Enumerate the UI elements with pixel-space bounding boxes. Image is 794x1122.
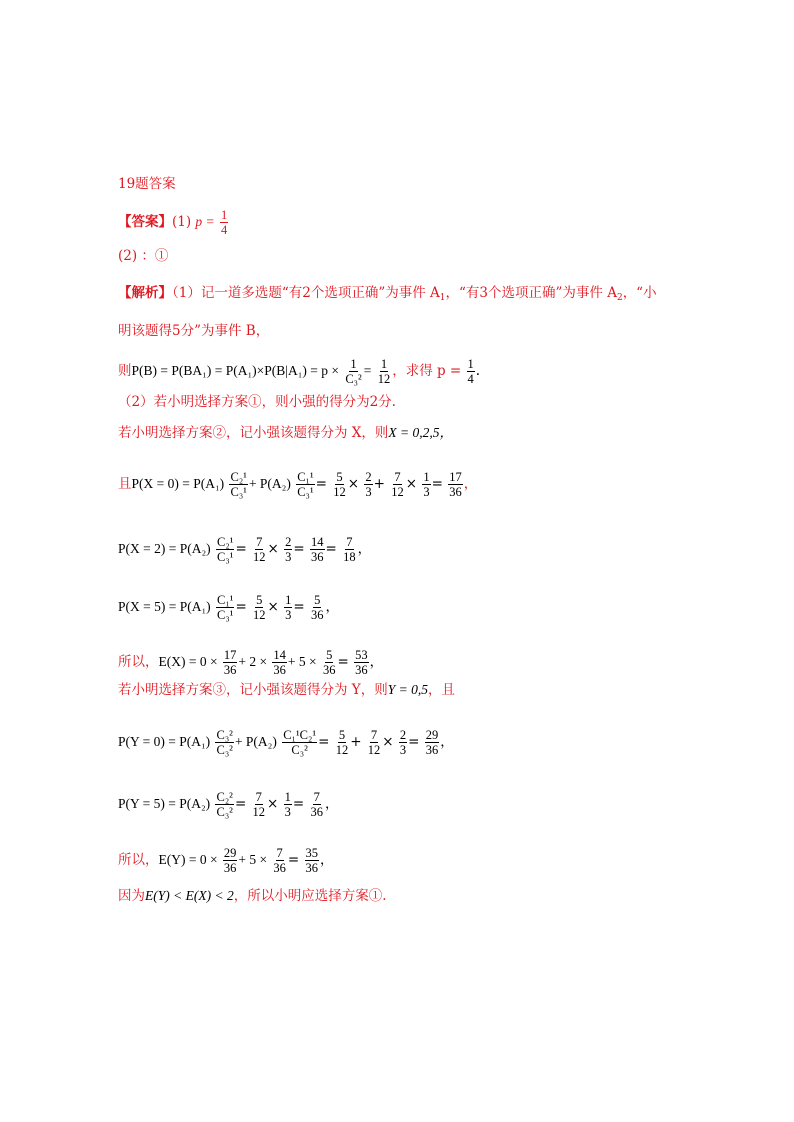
fraction-numerator: 7: [256, 535, 263, 549]
equals-sign: =: [363, 363, 372, 378]
fraction: [215, 728, 233, 757]
fraction-numerator: 53: [355, 648, 368, 662]
fraction-denominator: 36: [322, 663, 336, 677]
analysis-line-12: P(Y = 5) = P(A₂) $\frac{\text{C₂²}}{\text{C₃²}}$ = $\frac{7}{12}$ × $\frac{1}{3}$ = $\frac{7}{36}$ ，: [118, 790, 339, 819]
fraction: [252, 535, 267, 564]
analysis-line1-mid: ，“有3个选项正确”为事件 A: [445, 285, 617, 301]
fraction-denominator: 3: [423, 485, 430, 499]
line-prefix: 所以，: [118, 852, 159, 868]
fraction-numerator: 7: [346, 535, 353, 549]
fraction: [305, 846, 320, 875]
analysis-tag: 【解析】: [118, 285, 172, 301]
fraction-denominator: 36: [223, 663, 237, 677]
fraction-denominator: 12: [253, 550, 266, 564]
formula-text: P(Y = 5) = P(A₂): [118, 796, 211, 811]
fraction-numerator: C₁¹C₂¹: [283, 728, 317, 742]
fraction-denominator: 36: [273, 663, 286, 677]
analysis-line-14: [118, 888, 387, 904]
fraction: [252, 790, 267, 819]
fraction: [342, 535, 357, 564]
subscript: 1: [439, 293, 446, 303]
analysis-line1-end: ，“小: [622, 285, 657, 301]
analysis-line-5: [118, 425, 453, 441]
formula-text: + 2 ×: [238, 654, 268, 669]
fraction-numerator: 1: [284, 790, 291, 804]
formula-text: E(Y) < E(X) < 2: [145, 888, 234, 903]
formula-text: + 5 ×: [238, 852, 268, 867]
fraction-numerator: 29: [425, 728, 439, 742]
fraction-numerator: 5: [314, 593, 321, 607]
line-prefix: 因为: [118, 888, 145, 904]
fraction: [335, 728, 350, 757]
fraction-numerator: 1: [285, 593, 292, 607]
fraction-numerator: 5: [338, 728, 346, 742]
line-end: .: [475, 363, 481, 379]
line-text: 若小明选择方案③，记小强该题得分为 Y，则: [118, 682, 388, 698]
fraction: [284, 535, 292, 564]
answer-tag: 【答案】: [118, 214, 172, 230]
fraction-denominator: 12: [367, 743, 381, 757]
analysis-line-4: （2）若小明选择方案①，则小强的得分为2分.: [118, 394, 396, 410]
fraction-denominator: 36: [425, 743, 439, 757]
fraction: [467, 357, 475, 386]
line-prefix: 则: [118, 363, 132, 379]
line-end: ，且: [427, 682, 455, 698]
line-prefix: 且: [118, 476, 132, 492]
fraction-numerator: C₂²: [216, 790, 233, 804]
answer-part1-lhs: p =: [195, 214, 215, 229]
fraction: [215, 790, 233, 819]
fraction-numerator: 5: [336, 470, 343, 484]
fraction-numerator: 1: [380, 357, 388, 371]
fraction-numerator: C₂¹: [230, 470, 247, 484]
fraction-denominator: C₃²: [216, 805, 233, 819]
analysis-line-1: [118, 285, 657, 301]
fraction-denominator: 4: [220, 223, 228, 237]
fraction: [310, 535, 325, 564]
formula-text: Y = 0,5: [387, 682, 428, 697]
fraction-denominator: 36: [305, 861, 319, 875]
fraction-denominator: 12: [253, 608, 266, 622]
fraction-numerator: 29: [223, 846, 237, 860]
fraction-denominator: 3: [365, 485, 372, 499]
fraction-denominator: 3: [284, 805, 291, 819]
fraction-denominator: 3: [399, 743, 407, 757]
fraction: [354, 648, 369, 677]
formula-text: + 5 ×: [287, 654, 317, 669]
formula-text: E(X) = 0 ×: [158, 654, 218, 669]
fraction-denominator: C₃¹: [216, 608, 234, 622]
fraction-numerator: 2: [399, 728, 407, 742]
fraction-denominator: C₃¹: [297, 485, 314, 499]
fraction-denominator: 36: [311, 608, 324, 622]
fraction: [272, 846, 287, 875]
fraction-numerator: C₂¹: [216, 535, 234, 549]
fraction: [425, 728, 440, 757]
fraction-numerator: C₁¹: [297, 470, 314, 484]
fraction-denominator: C₃¹: [230, 485, 247, 499]
fraction: [216, 593, 234, 622]
fraction: [367, 728, 382, 757]
fraction-numerator: 14: [273, 648, 286, 662]
answer-part2: (2) ：①: [118, 248, 169, 264]
fraction-numerator: 2: [285, 535, 292, 549]
fraction-denominator: 36: [273, 861, 286, 875]
fraction-denominator: 36: [311, 550, 324, 564]
fraction-denominator: C₃²: [216, 743, 233, 757]
fraction-numerator: 2: [365, 470, 372, 484]
fraction: [310, 790, 325, 819]
formula-text: P(X = 2) = P(A₂): [118, 541, 211, 556]
fraction-denominator: 36: [355, 663, 368, 677]
question-title: 19题答案: [118, 176, 176, 192]
fraction-numerator: 1: [423, 470, 430, 484]
answer-part1-fraction: [220, 208, 228, 237]
fraction-numerator: 17: [223, 648, 237, 662]
fraction-denominator: 4: [467, 372, 474, 386]
fraction-numerator: 1: [350, 357, 357, 371]
fraction-numerator: 7: [255, 790, 262, 804]
fraction: [272, 648, 287, 677]
fraction-numerator: 5: [326, 648, 333, 662]
formula-text: E(Y) = 0 ×: [158, 852, 218, 867]
fraction: [223, 846, 238, 875]
fraction-denominator: 12: [335, 743, 349, 757]
formula-text: P(Y = 0) = P(A₁): [118, 734, 211, 749]
fraction: [284, 790, 292, 819]
fraction-denominator: 36: [449, 485, 462, 499]
fraction-numerator: 17: [449, 470, 462, 484]
fraction-denominator: 12: [333, 485, 346, 499]
analysis-line-13: 所以，E(Y) = 0 × $\frac{29}{36}$ + 5 × $\frac{7}{36}$ = $\frac{35}{36}$ ，: [118, 846, 334, 875]
fraction-numerator: C₃²: [216, 728, 233, 742]
formula-text: P(X = 5) = P(A₁): [118, 599, 211, 614]
formula-text: P(X = 0) = P(A₁): [131, 476, 225, 491]
fraction: [282, 728, 317, 757]
formula-text: + P(A₂): [234, 734, 277, 749]
fraction-numerator: 7: [276, 846, 283, 860]
fraction-numerator: 14: [311, 535, 324, 549]
analysis-line-7: P(X = 2) = P(A₂) $\frac{\text{C₂¹}}{\text{C₃¹}}$ = $\frac{7}{12}$ × $\frac{2}{3}$ = $\frac{14}{36}$ = $\frac{7}{18}$ ，: [118, 535, 372, 564]
fraction: [344, 357, 362, 386]
fraction: [390, 470, 405, 499]
fraction-denominator: 12: [377, 372, 391, 386]
fraction-denominator: 18: [343, 550, 356, 564]
analysis-line-3: [118, 357, 480, 386]
fraction: [399, 728, 407, 757]
fraction: [332, 470, 347, 499]
fraction-numerator: 5: [256, 593, 263, 607]
fraction-denominator: 3: [285, 608, 292, 622]
fraction: [322, 648, 337, 677]
analysis-line-11: P(Y = 0) = P(A₁) $\frac{\text{C₃²}}{\text{C₃²}}$ + P(A₂) $\frac{\text{C₁¹C₂¹}}{\text{C₃²}}$ = $\frac{5}{12}$ + $\frac{7}{12}$ × $\frac{2}{3}$ = $\frac{29}{36}$ ，: [118, 728, 454, 757]
subscript: 2: [616, 293, 623, 303]
fraction: [229, 470, 247, 499]
fraction: [216, 535, 234, 564]
fraction-denominator: 36: [310, 805, 324, 819]
line-mid-text: ，求得 p =: [392, 363, 462, 379]
analysis-line-8: P(X = 5) = P(A₁) $\frac{\text{C₁¹}}{\text{C₃¹}}$ = $\frac{5}{12}$ × $\frac{1}{3}$ = $\frac{5}{36}$ ，: [118, 593, 340, 622]
analysis-line1-text: （1）记一道多选题“有2个选项正确”为事件 A: [172, 285, 440, 301]
fraction-numerator: 7: [313, 790, 320, 804]
fraction-numerator: 7: [370, 728, 378, 742]
fraction-denominator: 36: [223, 861, 237, 875]
fraction-denominator: C₃²: [345, 372, 362, 386]
fraction: [448, 470, 463, 499]
fraction-numerator: C₁¹: [216, 593, 234, 607]
fraction: [310, 593, 325, 622]
fraction: [284, 593, 292, 622]
line-text: 若小明选择方案②，记小强该题得分为 X，则: [118, 425, 389, 441]
fraction: [296, 470, 314, 499]
fraction: [377, 357, 392, 386]
fraction-numerator: 1: [220, 208, 228, 222]
fraction-denominator: 3: [285, 550, 292, 564]
fraction-numerator: 35: [305, 846, 319, 860]
analysis-line-6: 且P(X = 0) = P(A₁) $\frac{\text{C₂¹}}{\text{C₃¹}}$ + P(A₂) $\frac{\text{C₁¹}}{\text{C₃¹}}$ = $\frac{5}{12}$ × $\frac{2}{3}$ + $\frac{7}{12}$ × $\frac{1}{3}$ = $\frac{17}{36}$ ，: [118, 470, 478, 499]
analysis-line-9: 所以，E(X) = 0 × $\frac{17}{36}$ + 2 × $\frac{14}{36}$ + 5 × $\frac{5}{36}$ = $\frac{53}{36}$ ，: [118, 648, 384, 677]
formula-text: X = 0,2,5，: [388, 425, 454, 440]
fraction-numerator: 7: [394, 470, 401, 484]
answer-part1: [118, 208, 229, 237]
fraction-denominator: C₃¹: [216, 550, 234, 564]
line-end: ，所以小明应选择方案①.: [233, 888, 387, 904]
fraction: [364, 470, 372, 499]
analysis-line-10: [118, 682, 455, 698]
fraction: [422, 470, 430, 499]
fraction-denominator: 12: [391, 485, 404, 499]
fraction-denominator: 12: [252, 805, 266, 819]
fraction-denominator: C₃²: [291, 743, 308, 757]
fraction-numerator: 1: [467, 357, 474, 371]
analysis-line-2: 明该题得5分”为事件 B，: [118, 323, 270, 339]
fraction: [252, 593, 267, 622]
line-prefix: 所以，: [118, 654, 159, 670]
answer-part1-prefix: (1): [172, 214, 196, 230]
fraction: [223, 648, 238, 677]
formula-text: P(B) = P(BA₁) = P(A₁)×P(B|A₁) = p ×: [131, 363, 340, 378]
formula-text: + P(A₂): [248, 476, 291, 491]
